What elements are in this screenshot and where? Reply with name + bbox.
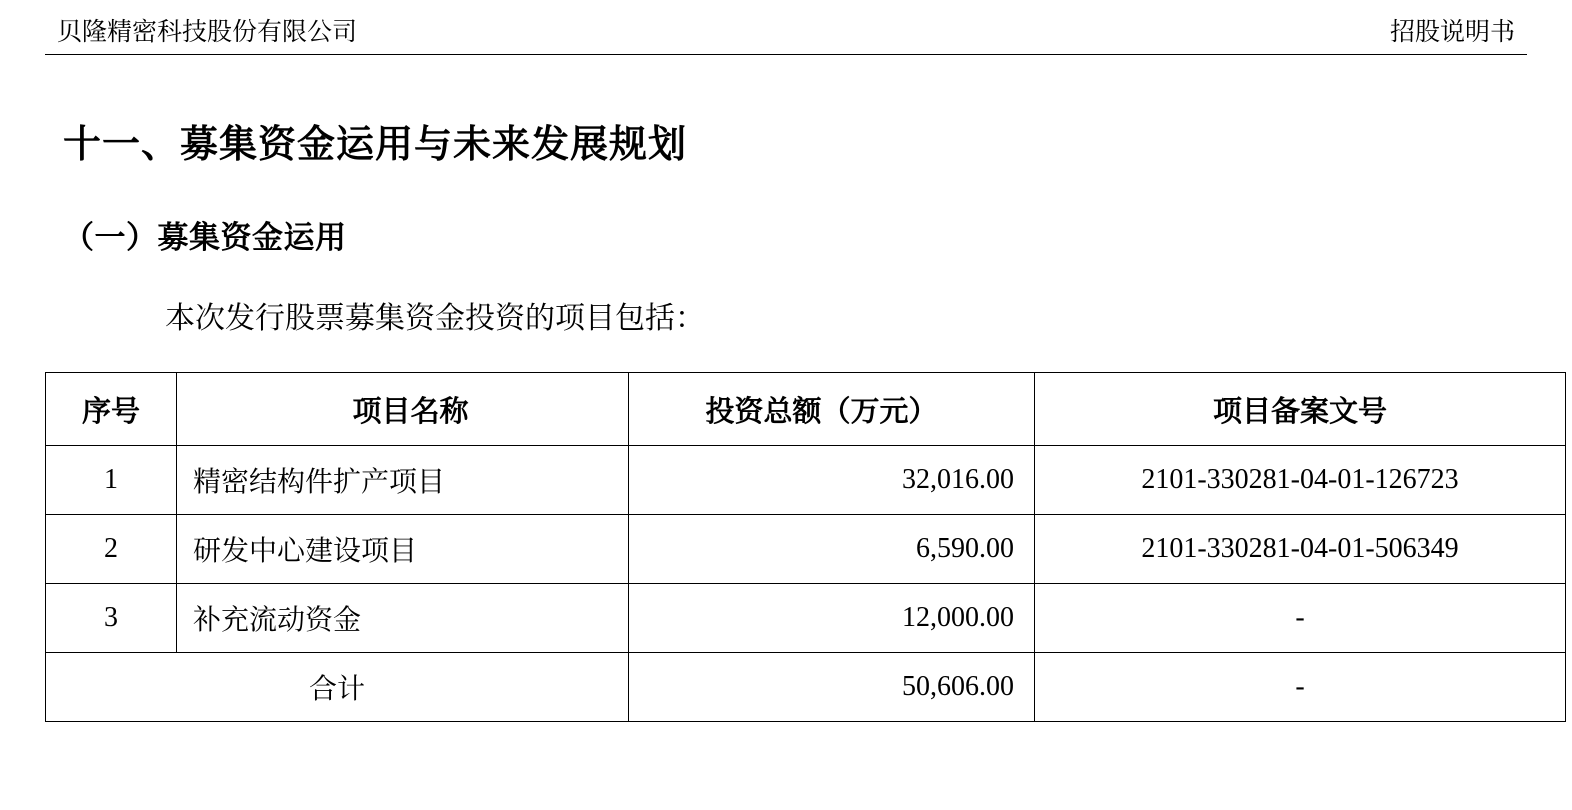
cell-amount: 12,000.00: [629, 584, 1035, 653]
cell-name: 精密结构件扩产项目: [177, 446, 629, 515]
column-header-name: 项目名称: [177, 373, 629, 446]
cell-docno: -: [1035, 584, 1566, 653]
cell-name: 研发中心建设项目: [177, 515, 629, 584]
subsection-heading: （一）募集资金运用: [63, 220, 347, 255]
column-header-docno: 项目备案文号: [1035, 373, 1566, 446]
running-header-doctype: 招股说明书: [1389, 19, 1515, 46]
running-header: [45, 0, 1527, 55]
column-header-no: 序号: [46, 373, 177, 446]
cell-docno: 2101-330281-04-01-506349: [1035, 515, 1566, 584]
cell-name: 补充流动资金: [177, 584, 629, 653]
table-row: [46, 515, 1566, 584]
section-heading: 十一、募集资金运用与未来发展规划: [63, 124, 688, 166]
cell-total-amount: 50,606.00: [629, 653, 1035, 722]
cell-docno: 2101-330281-04-01-126723: [1035, 446, 1566, 515]
investment-projects-table: [45, 372, 1566, 722]
table-header-row: [46, 373, 1566, 446]
cell-no: 3: [46, 584, 177, 653]
cell-amount: 6,590.00: [629, 515, 1035, 584]
cell-amount: 32,016.00: [629, 446, 1035, 515]
table-row: [46, 446, 1566, 515]
column-header-amount: 投资总额（万元）: [629, 373, 1035, 446]
cell-total-label: 合计: [46, 653, 629, 722]
running-header-company: 贝隆精密科技股份有限公司: [57, 19, 358, 46]
cell-total-docno: -: [1035, 653, 1566, 722]
intro-paragraph: 本次发行股票募集资金投资的项目包括：: [165, 302, 705, 335]
table-total-row: [46, 653, 1566, 722]
cell-no: 1: [46, 446, 177, 515]
cell-no: 2: [46, 515, 177, 584]
table-row: [46, 584, 1566, 653]
